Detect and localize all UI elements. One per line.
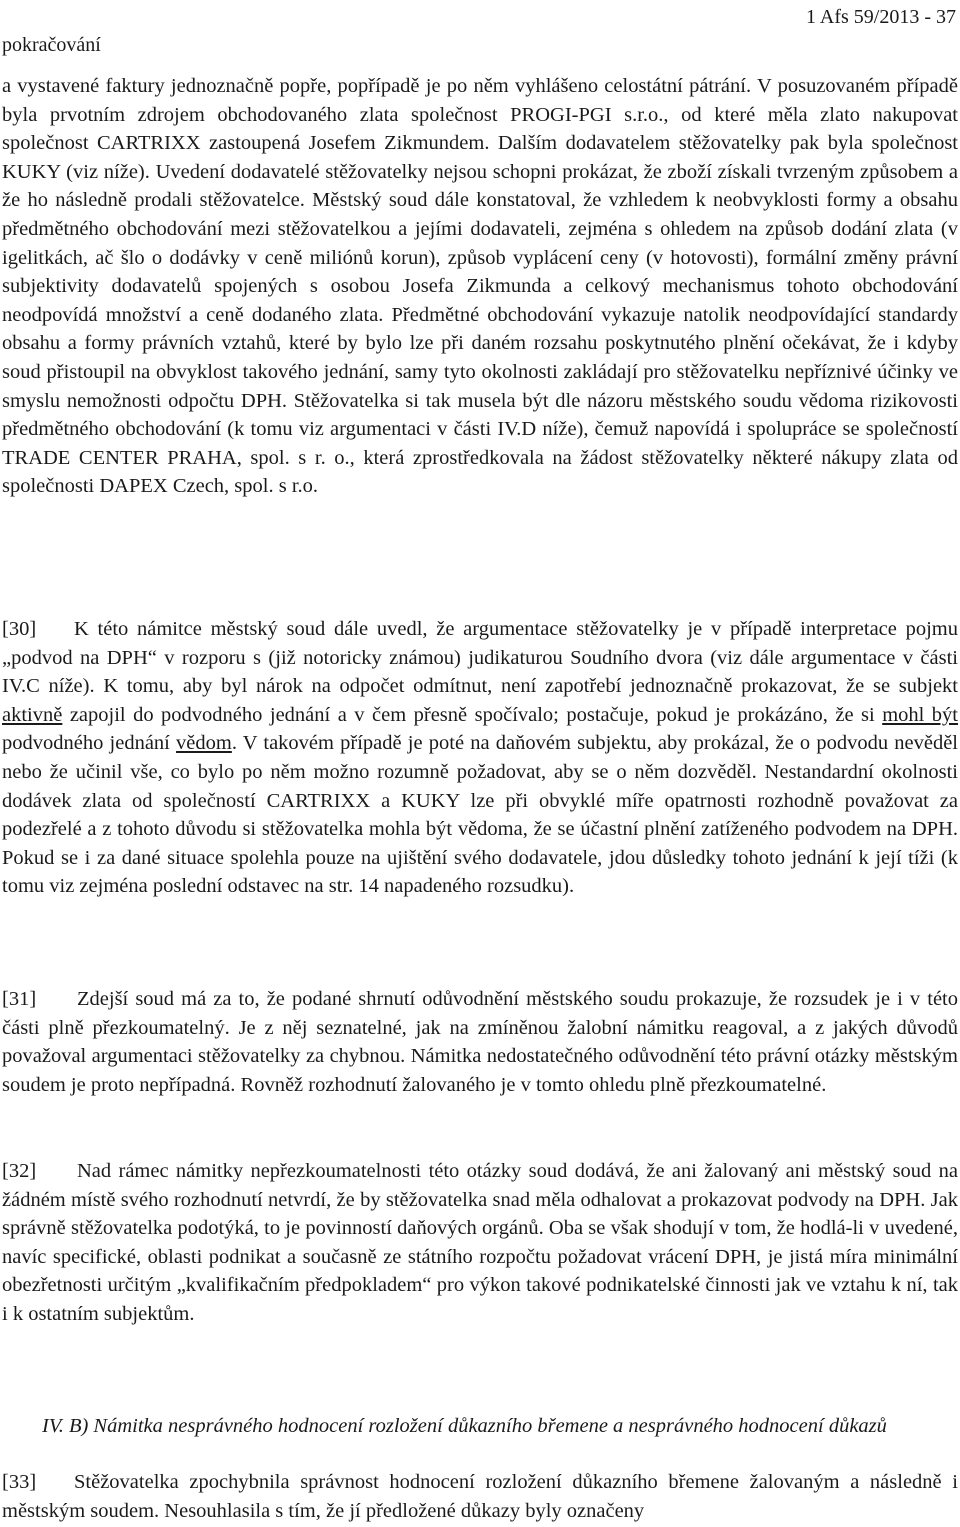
paragraph-text-part-4: . V takovém případě je poté na daňovém subjektu, aby prokázal, že o podvodu nevěděl nebo že učinil vše, co bylo po něm možno rozumně požadovat, aby se o něm dozvěděl. Nestandardní okolnosti dodávek zlata od společností CARTRIXX a KUKY lze při obvyklé míře opatrnosti rozhodně považovat za podezřelé a z tohoto důvodu si stěžovatelka mohla být vědoma, že se účastní plnění zatíženého podvodem na DPH. Pokud se i za dané situace spolehla pouze na ujištění svého dodavatele, jdou důsledky tohoto jednání k její tíži (k tomu viz zejména poslední odstavec na str. 14 napadeného rozsudku). [2, 732, 958, 898]
case-number: 1 Afs 59/2013 - 37 [806, 6, 956, 28]
paragraph-33 [2, 1468, 958, 1525]
underlined-term-aktivne: aktivně [2, 703, 63, 726]
page-header [0, 2, 960, 62]
paragraph-31 [2, 985, 958, 1099]
underlined-term-vedom: vědom [176, 732, 232, 755]
paragraph-30 [2, 615, 958, 901]
paragraph-text: Zdejší soud má za to, že podané shrnutí odůvodnění městského soudu prokazuje, že rozsudek je i v této části plně přezkoumatelný. Je z něj seznatelné, jak na zmíněnou žalobní námitku reagoval, a z jakých důvodů považoval argumentaci stěžovatelky za chybnou. Námitka nedostatečného odůvodnění této právní otázky městským soudem je proto nepřípadná. Rovněž rozhodnutí žalovaného je v tomto ohledu plně přezkoumatelné. [2, 988, 958, 1096]
paragraph-text-part-2: zapojil do podvodného jednání a v čem přesně spočívalo; postačuje, pokud je prokázáno, že si [62, 703, 883, 726]
paragraph-number: [32] [2, 1160, 37, 1182]
paragraph-number: [31] [2, 988, 37, 1010]
underlined-term-mohl-byt: mohl být [882, 703, 959, 726]
paragraph-text: Stěžovatelka zpochybnila správnost hodnocení rozložení důkazního břemene žalovaným a následně i městským soudem. Nesouhlasila s tím, že jí předložené důkazy byly označeny [2, 1471, 958, 1522]
paragraph-text: a vystavené faktury jednoznačně popře, popřípadě je po něm vyhlášeno celostátní pátrání. V posuzovaném případě byla prvotním zdrojem obchodovaného zlata společnost PROGI-PGI s.r.o., od které měla zlato nakupovat společnost CARTRIXX zastoupená Josefem Zikmundem. Dalším dodavatelem stěžovatelky pak byla společnost KUKY (viz níže). Uvedení dodavatelé stěžovatelky nejsou schopni prokázat, že zboží získali tvrzeným způsobem a že ho následně prodali stěžovatelce. Městský soud dále konstatoval, že vzhledem k neobvyklosti formy a obsahu předmětného obchodování mezi stěžovatelkou a jejími dodavateli, zejména s ohledem na způsob dodání zlata (v igelitkách, ač šlo o dodávky v ceně miliónů korun), způsob vyplácení ceny (v hotovosti), formální změny právní subjektivity dodavatelů spojených s osobou Josefa Zikmunda a celkový mechanismus tohoto obchodování neodpovídá množství a ceně dodaného zlata. Předmětné obchodování vykazuje natolik neodpovídající standardy obsahu a formy právních vztahů, které by bylo lze při daném rozsahu poskytnutého plnění očekávat, že i kdyby soud přistoupil na obvyklost takového jednání, samy tyto okolnosti zakládají pro stěžovatelku nepříznivé účinky ve smyslu nemožnosti odpočtu DPH. Stěžovatelka si tak musela být dle názoru městského soudu vědoma rizikovosti předmětného obchodování (k tomu viz argumentaci v části IV.D níže), čemuž napovídá i spolupráce se společností TRADE CENTER PRAHA, spol. s r. o., která zprostředkovala na žádost stěžovatelky některé nákupy zlata od společnosti DAPEX Czech, spol. s r.o. [2, 75, 958, 498]
continuation-label: pokračování [2, 34, 101, 56]
paragraph-continued [2, 72, 958, 501]
section-heading: IV. B) Námitka nesprávného hodnocení rozložení důkazního břemene a nesprávného hodnocení důkazů [42, 1415, 887, 1437]
paragraph-32 [2, 1157, 958, 1329]
paragraph-text-part-3: podvodného jednání [2, 732, 177, 755]
paragraph-number: [33] [2, 1471, 37, 1493]
paragraph-text: Nad rámec námitky nepřezkoumatelnosti této otázky soud dodává, že ani žalovaný ani městský soud na žádném místě svého rozhodnutí netvrdí, že by stěžovatelka snad měla odhalovat a prokazovat podvody na DPH. Jak správně stěžovatelka podotýká, to je povinností daňových orgánů. Oba se však shodují v tom, že hodlá-li v uvedené, navíc specifické, oblasti podnikat a současně ze státního rozpočtu požadovat vrácení DPH, je jistá míra minimální obezřetnosti určitým „kvalifikačním předpokladem“ pro výkon takové podnikatelské činnosti jak ve vztahu k ní, tak i k ostatním subjektům. [2, 1160, 958, 1325]
paragraph-number: [30] [2, 618, 37, 640]
paragraph-text-part-1: K této námitce městský soud dále uvedl, že argumentace stěžovatelky je v případě interpretace pojmu „podvod na DPH“ v rozporu s (již notoricky známou) judikaturou Soudního dvora (viz dále argumentace v části IV.C níže). K tomu, aby byl nárok na odpočet odmítnut, není zapotřebí jednoznačně prokazovat, že se subjekt [2, 618, 958, 698]
